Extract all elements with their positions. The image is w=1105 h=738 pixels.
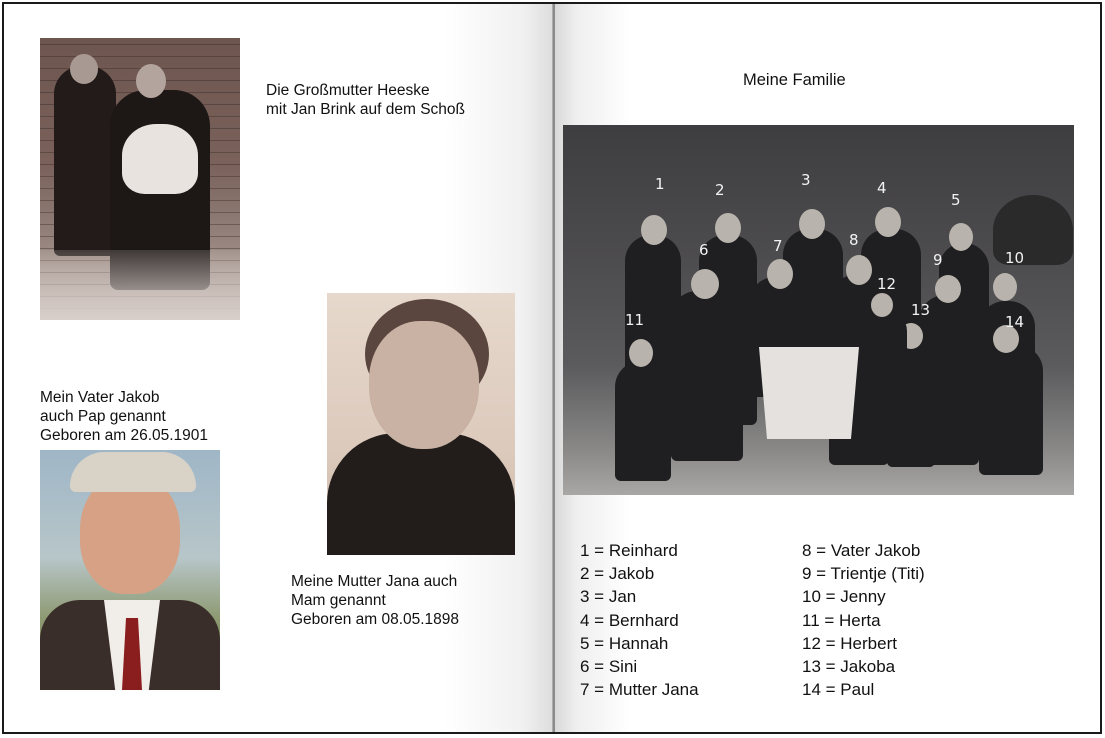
legend-item: 2 = Jakob: [580, 564, 655, 584]
caption-line: auch Pap genannt: [40, 408, 166, 425]
caption-line: Meine Mutter Jana auch: [291, 573, 458, 590]
caption-line: Mam genannt: [291, 592, 386, 609]
legend-item: 1 = Reinhard: [580, 541, 678, 560]
photo-number: 10: [1005, 249, 1025, 267]
photo-number: 12: [877, 275, 897, 293]
legend-item: 4 = Bernhard: [580, 610, 679, 630]
caption-line: Geboren am 26.05.1901: [40, 427, 209, 444]
legend-item: 3 = Jan: [580, 587, 637, 607]
page-title: Meine Familie: [743, 71, 846, 89]
photo-number: 4: [877, 179, 887, 197]
father-photo: [40, 450, 220, 690]
mother-caption: [291, 572, 459, 629]
mother-photo: [327, 293, 515, 555]
legend-column-right: [802, 539, 925, 701]
photo-number: 13: [911, 301, 931, 319]
photo-number: 9: [933, 251, 943, 269]
photo-number: 7: [773, 237, 783, 255]
caption-line: Die Großmutter Heeske: [266, 82, 430, 99]
legend-item: 9 = Trientje (Titi): [802, 564, 925, 584]
caption-line: Mein Vater Jakob: [40, 389, 160, 406]
legend-item: 13 = Jakoba: [802, 657, 896, 677]
legend-item: 12 = Herbert: [802, 633, 897, 653]
photo-number: 6: [699, 241, 709, 259]
caption-line: Geboren am 08.05.1898: [291, 611, 460, 628]
legend-item: 6 = Sini: [580, 657, 638, 677]
legend-item: 11 = Herta: [802, 610, 881, 630]
family-photo: [563, 125, 1074, 495]
legend-item: 10 = Jenny: [802, 587, 886, 607]
photo-number: 1: [655, 175, 665, 193]
legend-item: 5 = Hannah: [580, 633, 669, 653]
legend-item: 8 = Vater Jakob: [802, 541, 921, 560]
photo-number: 14: [1005, 313, 1025, 331]
photo-number: 2: [715, 181, 725, 199]
caption-line: mit Jan Brink auf dem Schoß: [266, 101, 465, 118]
father-caption: [40, 388, 208, 445]
left-page: [4, 4, 555, 732]
grandmother-photo: [40, 38, 240, 320]
legend-column-left: [580, 539, 699, 701]
legend-item: 14 = Paul: [802, 680, 875, 700]
photo-number: 3: [801, 171, 811, 189]
photo-number: 11: [625, 311, 645, 329]
grandmother-caption: [266, 81, 465, 119]
photo-book-spread: [2, 2, 1102, 734]
photo-number: 8: [849, 231, 859, 249]
photo-number: 5: [951, 191, 961, 209]
legend-item: 7 = Mutter Jana: [580, 680, 699, 700]
